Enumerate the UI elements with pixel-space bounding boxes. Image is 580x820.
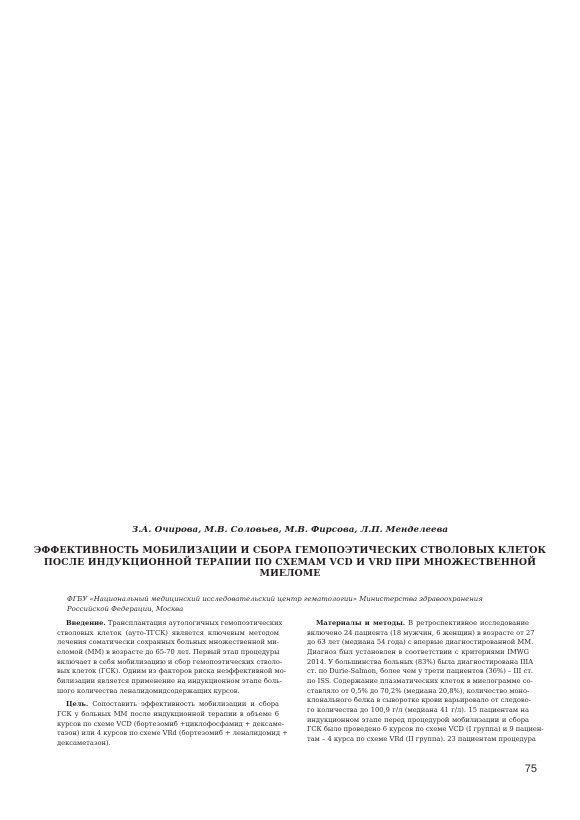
methods-line: до 63 лет (медиана 54 года) с впервые диагностированной ММ.: [307, 638, 534, 647]
methods-line: там – 4 курса по схеме VRd (II группа). 23 пациентам процедура: [307, 734, 536, 743]
methods-line: ГСК было проведено 6 курсов по схеме VCD (I группа) и 9 пациен-: [307, 725, 544, 734]
title-line: МИЕЛОМЕ: [259, 568, 321, 579]
methods-line: по ISS. Содержание плазматических клеток в миелограмме со-: [307, 676, 533, 685]
methods-line: клонального белка в сыворотке крови варьировало от следово-: [307, 696, 531, 705]
methods-line: ст. по Durie-Salmon, более чем у трети пациентов (36%) – III ст.: [307, 667, 534, 676]
intro-line: вых клеток (ГСК). Одним из факторов риска неэффективной мо-: [57, 667, 287, 676]
methods-line: Диагноз был установлен в соответствии с критериями IMWG: [307, 647, 529, 656]
affiliation: [67, 595, 527, 614]
aim-label: Цель.: [66, 700, 89, 709]
aim-line: Цель. Сопоставить эффективность мобилизации и сбора: [66, 700, 279, 709]
methods-line: Материалы и методы. В ретроспективное исследование: [316, 619, 529, 627]
aim-line: ГСК у больных ММ после индукционной терапии в объеме 6: [57, 709, 279, 718]
intro-line: включает в себя мобилизацию и сбор гемопоэтических стволо-: [57, 657, 283, 666]
intro-line: Введение. Трансплантация аутологичных гемопоэтических: [66, 619, 283, 627]
page-number: 75: [524, 763, 537, 775]
aim-line: дексаметазон).: [57, 738, 111, 747]
affiliation-line: Российской Федерации, Москва: [67, 604, 184, 613]
right-column: [307, 619, 544, 745]
title-line: ПОСЛЕ ИНДУКЦИОННОЙ ТЕРАПИИ ПО СХЕМАМ VCD И VRD ПРИ МНОЖЕСТВЕННОЙ: [43, 556, 537, 568]
aim-line: курсов по схеме VCD (бортезомиб +циклофосфамид + дексаме-: [57, 719, 285, 728]
intro-line: шого количества леналидомидсодержащих курсов.: [57, 686, 240, 695]
intro-line: билизации является применение на индукционном этапе боль-: [57, 676, 283, 685]
left-column: [57, 619, 288, 749]
aim-line: тазон) или 4 курсов по схеме VRd (бортезомиб + леналидомид +: [57, 729, 288, 738]
methods-line: индукционном этапе перед процедурой мобилизации и сбора: [307, 715, 529, 724]
methods-label: Материалы и методы.: [316, 619, 406, 627]
methods-line: 2014. У большинства больных (83%) была диагностирована IIIА: [307, 657, 534, 666]
intro-label: Введение.: [66, 619, 106, 627]
methods-line: включено 24 пациента (18 мужчин, 6 женщин) в возрасте от 27: [307, 628, 535, 637]
methods-line: го количества до 100,9 г/л (медиана 41 г/л). 15 пациентам на: [307, 705, 529, 714]
article-title: [30, 545, 550, 580]
intro-line: стволовых клеток (ауто-ТГСК) является ключевым методом: [57, 628, 279, 637]
title-line: ЭФФЕКТИВНОСТЬ МОБИЛИЗАЦИИ И СБОРА ГЕМОПОЭТИЧЕСКИХ СТВОЛОВЫХ КЛЕТОК: [33, 545, 547, 556]
methods-line: ставляло от 0,5% до 70,2% (медиана 20,8%), количество моно-: [307, 686, 530, 695]
intro-line: еломой (ММ) в возрасте до 65-70 лет. Первый этап процедуры: [57, 647, 280, 656]
affiliation-line: ФГБУ «Национальный медицинский исследовательский центр гематологии» Министерства здравоохранения: [67, 595, 483, 603]
authors: З.А. Очирова, М.В. Соловьев, М.В. Фирсова, Л.П. Менделеева: [131, 525, 449, 535]
intro-line: лечения соматически сохранных больных множественной ми-: [57, 638, 279, 647]
